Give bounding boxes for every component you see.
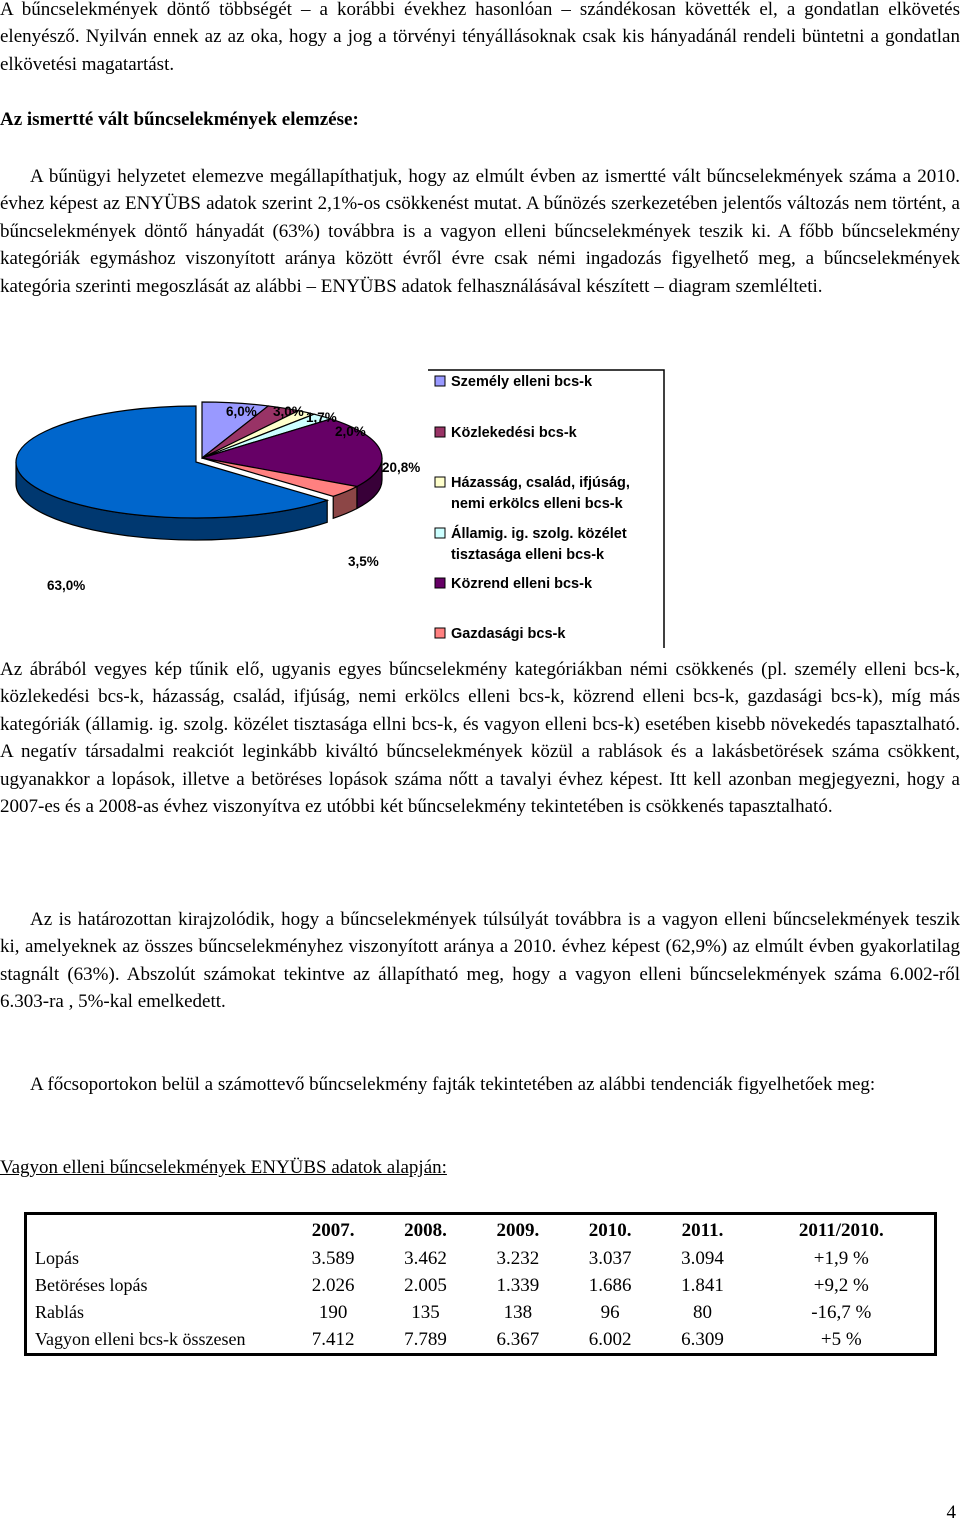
table-cell: 6.002 [588, 1329, 632, 1350]
table-header-row [26, 1214, 936, 1246]
table-cell: 1.686 [588, 1275, 632, 1296]
pie-chart [0, 368, 700, 648]
table-cell: 6.367 [496, 1329, 540, 1350]
table-cell: -16,7 % [811, 1302, 872, 1323]
table-row [26, 1299, 936, 1326]
table-row [26, 1272, 936, 1299]
table-cell: 3.037 [588, 1248, 632, 1269]
legend-item: Gazdasági bcs-k [451, 626, 566, 642]
table-header-cell: 2011/2010. [798, 1219, 884, 1241]
table-cell: +1,9 % [813, 1248, 869, 1269]
table-row-label: Rablás [35, 1302, 84, 1322]
legend-swatch [435, 528, 445, 538]
pie-slice-label: 6,0% [226, 404, 257, 419]
table-cell: 3.094 [681, 1248, 724, 1269]
property-crime-table [24, 1212, 937, 1356]
section-heading: Az ismertté vált bűncselekmények elemzése: [0, 109, 359, 130]
pie-slice-label: 20,8% [382, 460, 421, 475]
pie-slice-label: 3,5% [348, 554, 379, 569]
table-row [26, 1245, 936, 1272]
table-cell: 3.462 [404, 1248, 447, 1269]
legend-item: Közrend elleni bcs-k [451, 576, 593, 592]
legend-swatch [435, 427, 445, 437]
table-row-label: Vagyon elleni bcs-k összesen [35, 1329, 246, 1349]
table-cell: 3.232 [496, 1248, 540, 1269]
table-header-cell: 2009. [496, 1219, 540, 1241]
table-cell: +5 % [820, 1329, 862, 1350]
table-header-cell [26, 1214, 288, 1246]
table-cell: 3.589 [311, 1248, 355, 1269]
legend-item: Közlekedési bcs-k [451, 425, 577, 441]
legend-swatch [435, 628, 445, 638]
table-cell: +9,2 % [813, 1275, 869, 1296]
legend-item: Államig. ig. szolg. közélet tisztasága elleni bcs-k [451, 526, 627, 563]
table-cell: 96 [600, 1302, 620, 1323]
table-cell: 2.005 [404, 1275, 447, 1296]
table-title: Vagyon elleni bűncselekmények ENYÜBS adatok alapján: [0, 1157, 447, 1178]
table-cell: 2.026 [311, 1275, 355, 1296]
table-cell: 6.309 [681, 1329, 724, 1350]
table-cell: 138 [503, 1302, 533, 1323]
page-number: 4 [946, 1502, 956, 1523]
paragraph-tendencies: A főcsoportokon belül a számottevő bűncselekmény fajták tekintetében az alábbi tendenciák figyelhetőek meg: [30, 1074, 876, 1095]
paragraph-property-crimes: Az is határozottan kirajzolódik, hogy a bűncselekmények túlsúlyát továbbra is a vagyon elleni bűncselekmények teszik ki, amelyeknek az összes bűncselekményhez viszonyított aránya a 2010. évhez képest (62,9%) az elmúlt évben gyakorlatilag stagnált (63%). Abszolút számokat tekintve az állapítható meg, hogy a vagyon elleni bűncselekmények száma 6.002-ről 6.303-ra , 5%-kal emelkedett. [0, 909, 960, 1013]
legend-item: Házasság, család, ifjúság, nemi erkölcs elleni bcs-k [451, 475, 630, 512]
pie-slice-label: 3,0% [273, 404, 304, 419]
table-cell: 190 [318, 1302, 348, 1323]
table-cell: 80 [692, 1302, 712, 1323]
table-header-cell: 2011. [681, 1219, 724, 1241]
paragraph-intro: A bűncselekmények döntő többségét – a korábbi évekhez hasonlóan – szándékosan követték el, a gondatlan elkövetés elenyésző. Nyilván ennek az az oka, hogy a jog a törvényi tényállásoknak csak kis hányadánál rendeli büntetni a gondatlan elkövetési magatartást. [0, 0, 960, 75]
table-row-label: Lopás [35, 1248, 79, 1268]
legend-item: Személy elleni bcs-k [451, 374, 593, 390]
legend-swatch [435, 477, 445, 487]
table-cell: 135 [411, 1302, 440, 1323]
chart-legend [435, 374, 630, 642]
table-cell: 7.412 [311, 1329, 355, 1350]
paragraph-analysis: A bűnügyi helyzetet elemezve megállapíthatjuk, hogy az elmúlt évben az ismertté vált bűncselekmények száma a 2010. évhez képest az ENYÜBS adatok szerint 2,1%-os csökkenést mutat. A bűnözés szerkezetében jelentős változás nem történt, a bűncselekmények döntő hányadát (63%) továbbra is a vagyon elleni bűncselekmények teszik ki. A főbb bűncselekmény kategóriák egymáshoz viszonyított aránya között évről évre csak némi ingadozás figyelhető meg, a bűncselekmények kategória szerinti megoszlását az alábbi – ENYÜBS adatok felhasználásával készített – diagram szemlélteti. [0, 166, 960, 297]
legend-swatch [435, 578, 445, 588]
pie-slice-label: 2,0% [335, 424, 366, 439]
table-header-cell: 2007. [311, 1219, 355, 1241]
table-cell: 1.339 [496, 1275, 540, 1296]
pie-slice-label: 63,0% [47, 578, 86, 593]
legend-swatch [435, 376, 445, 386]
table-row-label: Betöréses lopás [35, 1275, 148, 1295]
table-header-cell: 2010. [588, 1219, 632, 1241]
table-header-cell: 2008. [404, 1219, 447, 1241]
table-cell: 7.789 [404, 1329, 447, 1350]
table-cell: 1.841 [681, 1275, 724, 1296]
pie-slice-label: 1,7% [306, 410, 337, 425]
paragraph-chart-summary: Az ábrából vegyes kép tűnik elő, ugyanis egyes bűncselekmény kategóriákban némi csökkenés (pl. személy elleni bcs-k, közlekedési bcs-k, házasság, család, ifjúság, nemi erkölcs elleni bcs-k, közrend elleni bcs-k, gazdasági bcs-k), míg más kategóriák (államig. ig. szolg. közélet tisztasága ellni bcs-k, és vagyon elleni bcs-k) esetében kisebb növekedés tapasztalható. A negatív társadalmi reakciót leginkább kiváltó bűncselekmények közül a rablások és a lakásbetörések száma csökkent, ugyanakkor a lopások, illetve a betöréses lopások száma nőtt a tavalyi évhez képest. Itt kell azonban megjegyezni, hogy a 2007-es és a 2008-as évhez viszonyítva ez utóbbi két bűncselekmény tekintetében is csökkenés tapasztalható. [0, 659, 960, 818]
table-row [26, 1326, 936, 1355]
